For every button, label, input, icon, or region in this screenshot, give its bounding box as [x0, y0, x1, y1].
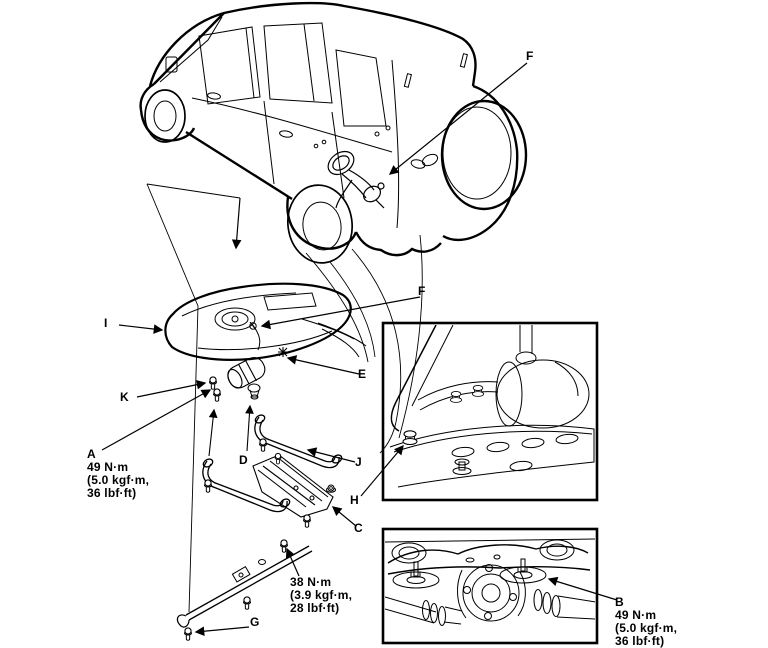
callout-b: B	[615, 595, 624, 609]
fuel-door	[421, 152, 440, 168]
torque-b-lbf: 36 lbf·ft)	[615, 634, 665, 648]
tank-bolt-a	[214, 389, 221, 401]
inset-axle-detail	[383, 529, 597, 643]
torque-a-kgf: (5.0 kgf·m,	[87, 473, 150, 487]
callout-e: E	[358, 367, 367, 381]
torque-note-b	[615, 596, 677, 648]
pipe-bolt-g	[185, 628, 192, 640]
tank-bolt-k	[210, 377, 217, 389]
drain-plug	[248, 384, 260, 399]
torque-note-a	[87, 448, 149, 500]
torque-filler-lbf: 28 lbf·ft)	[290, 601, 340, 615]
inset-exhaust-detail	[383, 323, 597, 500]
leader-e	[288, 358, 359, 374]
harness-clip	[278, 347, 288, 357]
tank-straps-and-plate	[202, 406, 343, 552]
leader-i	[119, 325, 162, 330]
filler-pipe-on-vehicle	[324, 147, 384, 208]
torque-b-kgf: (5.0 kgf·m,	[615, 621, 678, 635]
fuel-pump-ring	[215, 308, 255, 330]
leader-k	[137, 383, 205, 397]
torque-a-lbf: 36 lbf·ft)	[87, 486, 137, 500]
spare-tire	[442, 101, 526, 209]
torque-a-nm: 49 N·m	[87, 460, 129, 474]
leader-f-tank	[262, 297, 420, 326]
callout-c: C	[354, 521, 363, 535]
callout-a: A	[87, 447, 96, 461]
wheels	[145, 90, 357, 267]
exhaust-bolt-h	[403, 431, 417, 445]
callout-h: H	[350, 493, 359, 507]
callout-k: K	[120, 390, 129, 404]
leader-b	[549, 579, 617, 600]
callout-j: J	[355, 455, 362, 469]
leader-c	[333, 507, 356, 526]
torque-note-filler	[290, 576, 352, 615]
torque-filler-nm: 38 N·m	[290, 575, 332, 589]
torque-b-nm: 49 N·m	[615, 608, 657, 622]
leader-g	[196, 627, 249, 632]
torque-filler-kgf: (3.9 kgf·m,	[290, 588, 353, 602]
callout-f-tank: F	[418, 284, 426, 298]
callout-f-filler: F	[526, 49, 534, 63]
callout-d: D	[239, 453, 248, 467]
leader-lines	[102, 63, 617, 632]
filler-pipe-bolt-38nm	[281, 540, 288, 552]
callout-i: I	[104, 316, 108, 330]
vehicle-drawing	[141, 3, 526, 267]
callout-g: G	[250, 615, 260, 629]
leader-j	[308, 450, 355, 462]
